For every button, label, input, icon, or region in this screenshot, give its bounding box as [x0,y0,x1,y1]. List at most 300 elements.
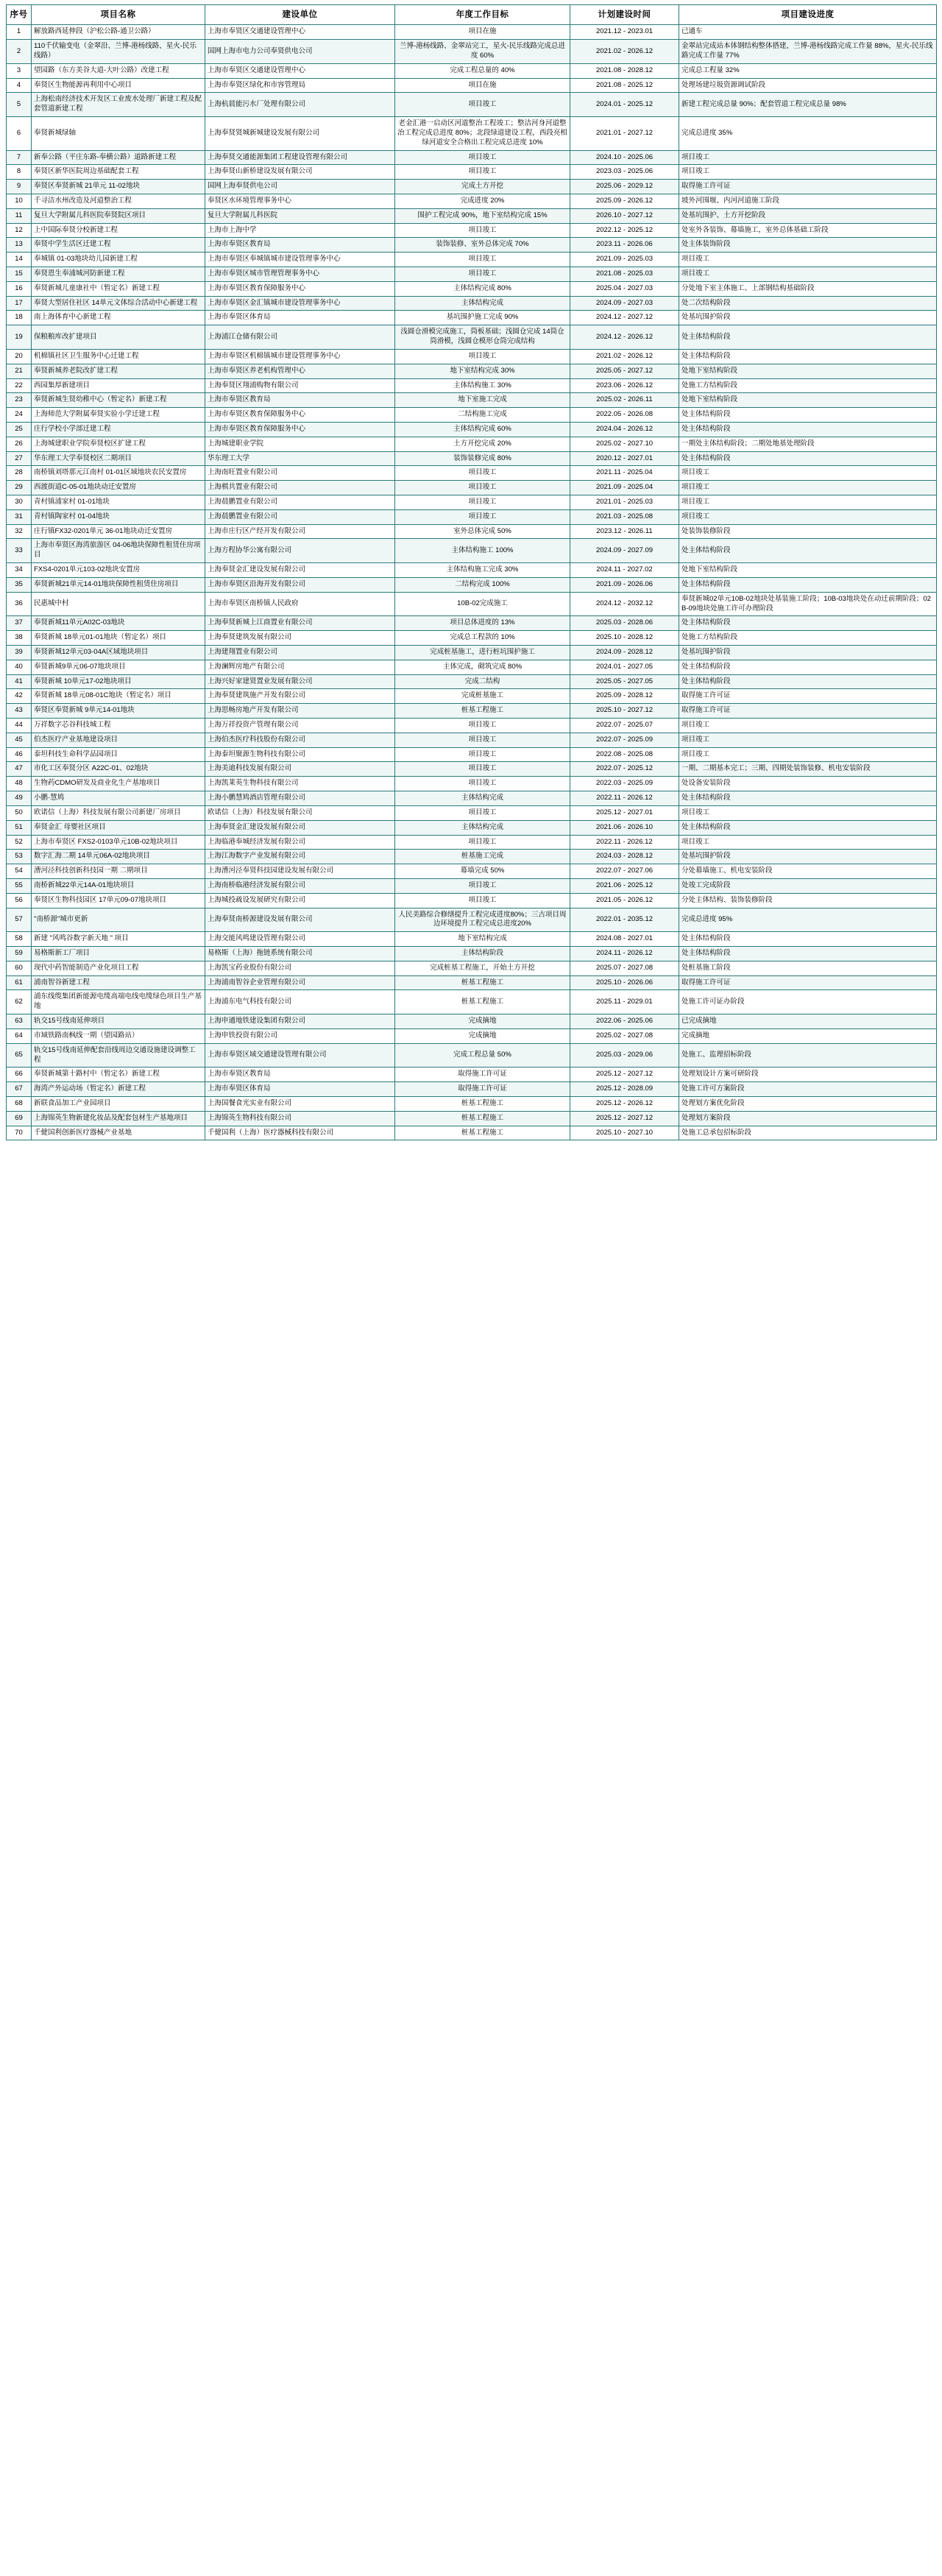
cell-planned-time: 2025.12 - 2027.12 [570,1111,679,1126]
cell-annual-goal: 项目竣工 [395,762,570,777]
cell-progress: 处主体结构阶段 [679,349,937,364]
cell-index: 15 [7,267,32,282]
table-row [7,93,937,117]
cell-annual-goal: 浅圆仓滑模完成施工，筒板基础；浅圆仓完成 14筒仓筒滑模，浅圆仓模形仓筒完成结构 [395,325,570,350]
cell-progress: 处主体结构阶段 [679,932,937,947]
cell-project-name: 奉贤区奉贤新城 9单元14-01地块 [32,704,205,719]
cell-index: 17 [7,296,32,311]
cell-construction-unit: 上海市奉贤区交通建设管理中心 [205,25,395,40]
cell-planned-time: 2025.05 - 2027.12 [570,364,679,378]
table-row [7,223,937,238]
project-progress-table [6,4,937,1140]
cell-progress: 项目竣工 [679,805,937,820]
cell-progress: 项目竣工 [679,481,937,495]
cell-construction-unit: 上海兴好家建贤置业发展有限公司 [205,674,395,689]
cell-progress: 处主体结构阶段 [679,947,937,961]
cell-planned-time: 2025.09 - 2028.12 [570,689,679,704]
cell-index: 63 [7,1014,32,1029]
cell-project-name: 望园路（东方美谷大道-大叶公路）改建工程 [32,63,205,78]
cell-annual-goal: 主体结构完成 80% [395,281,570,296]
table-row [7,509,937,524]
cell-index: 55 [7,878,32,893]
table-row [7,577,937,592]
cell-index: 62 [7,990,32,1014]
table-row [7,117,937,150]
cell-project-name: 奉贤新城 18单元01-01地块（暂定名）项目 [32,631,205,646]
cell-progress: 处施工方结构阶段 [679,631,937,646]
cell-planned-time: 2022.07 - 2025.07 [570,719,679,733]
cell-project-name: 奉贤新城9单元06-07地块项目 [32,660,205,674]
cell-construction-unit: 上海美迪科技发展有限公司 [205,762,395,777]
cell-annual-goal: 项目竣工 [395,878,570,893]
cell-index: 43 [7,704,32,719]
cell-index: 40 [7,660,32,674]
cell-planned-time: 2024.03 - 2028.12 [570,850,679,864]
cell-construction-unit: 上海奉贤新城上江商置业有限公司 [205,616,395,631]
cell-project-name: 奉贤新城11单元A02C-03地块 [32,616,205,631]
cell-progress: 处基坑围护、土方开挖阶段 [679,208,937,223]
cell-index: 29 [7,481,32,495]
cell-project-name: 机棉镇社区卫生服务中心迁建工程 [32,349,205,364]
cell-annual-goal: 主体完成，砌筑完成 80% [395,660,570,674]
cell-project-name: 小鹏·慧鸠 [32,791,205,806]
cell-index: 54 [7,864,32,879]
cell-index: 14 [7,253,32,267]
cell-planned-time: 2024.04 - 2026.12 [570,422,679,437]
cell-planned-time: 2021.08 - 2025.12 [570,78,679,93]
cell-construction-unit: 上海城建职业学院 [205,437,395,451]
cell-index: 21 [7,364,32,378]
cell-index: 48 [7,777,32,791]
cell-index: 69 [7,1111,32,1126]
cell-index: 56 [7,893,32,908]
cell-progress: 处主体结构阶段 [679,791,937,806]
cell-planned-time: 2025.02 - 2027.10 [570,437,679,451]
cell-project-name: 上海市奉贤区海湾旅游区 04-06地块保障性租赁住房项目 [32,539,205,563]
cell-project-name: 易格斯新工厂项目 [32,947,205,961]
cell-construction-unit: 上海凯宝药业股份有限公司 [205,961,395,975]
cell-project-name: 市化工区奉贤分区 A22C-01、02地块 [32,762,205,777]
cell-project-name: 青村镇陶家村 01-04地块 [32,509,205,524]
table-row [7,689,937,704]
cell-project-name: 青村镇浦家村 01-01地块 [32,495,205,510]
cell-project-name: 南桥新城22单元14A-01地块项目 [32,878,205,893]
cell-project-name: 千健国利创新医疗器械产业基地 [32,1126,205,1140]
cell-annual-goal: 项目竣工 [395,495,570,510]
cell-annual-goal: 取得施工许可证 [395,1082,570,1097]
cell-annual-goal: 项目竣工 [395,481,570,495]
table-row [7,864,937,879]
cell-annual-goal: 地下室结构完成 [395,932,570,947]
cell-index: 53 [7,850,32,864]
cell-index: 3 [7,63,32,78]
cell-annual-goal: 项目竣工 [395,747,570,762]
cell-construction-unit: 上海奉贤建筑施产开发有限公司 [205,689,395,704]
cell-construction-unit: 上海市奉贤区金汇镇城市建设管理事务中心 [205,296,395,311]
cell-project-name: 奉贤新城12单元03-04A区域地块项目 [32,645,205,660]
cell-progress: 处主体结构阶段 [679,660,937,674]
cell-construction-unit: 上海泰坦聚源生物科技有限公司 [205,747,395,762]
table-row [7,1068,937,1082]
table-row [7,762,937,777]
table-row [7,908,937,932]
cell-planned-time: 2021.09 - 2026.06 [570,577,679,592]
table-row [7,378,937,393]
cell-project-name: 奉贤新城儿童康社中（暂定名）新建工程 [32,281,205,296]
cell-index: 2 [7,40,32,64]
cell-progress: 完成总进度 35% [679,117,937,150]
cell-project-name: 浦东线缆集团新能源电缆高端电线电缆绿色项目生产基地 [32,990,205,1014]
table-row [7,253,937,267]
cell-progress: 处施工总承包招标阶段 [679,1126,937,1140]
cell-project-name: 轨交15号线南延伸项目 [32,1014,205,1029]
cell-progress: 处主体结构阶段 [679,539,937,563]
cell-index: 12 [7,223,32,238]
cell-project-name: 千寻洁水州改造及河道整治工程 [32,194,205,208]
cell-annual-goal: 完成进度 20% [395,194,570,208]
cell-planned-time: 2021.03 - 2025.08 [570,509,679,524]
cell-annual-goal: 10B-02完成施工 [395,592,570,616]
table-header-row [7,5,937,25]
cell-construction-unit: 上海市奉贤区城市管理管理事务中心 [205,267,395,282]
cell-construction-unit: 上海临港奉城经济发展有限公司 [205,835,395,850]
cell-annual-goal: 主体结构完成 [395,820,570,835]
table-row [7,481,937,495]
cell-progress: 项目竣工 [679,719,937,733]
cell-project-name: FXS4-0201单元103-02地块安置房 [32,563,205,578]
cell-project-name: 民惠城中村 [32,592,205,616]
cell-project-name: 奉城镇 01-03地块幼儿园新建工程 [32,253,205,267]
cell-planned-time: 2024.01 - 2025.12 [570,93,679,117]
cell-planned-time: 2021.09 - 2025.04 [570,481,679,495]
cell-construction-unit: 上海奉贤建筑发展有限公司 [205,631,395,646]
cell-construction-unit: 上海市奉贤区教育局 [205,393,395,408]
cell-construction-unit: 上海国餐食光实业有限公司 [205,1096,395,1111]
cell-project-name: 奉贤区奉贤新城 21单元 11-02地块 [32,180,205,194]
cell-construction-unit: 上海市奉贤区沿海开发有限公司 [205,577,395,592]
cell-project-name: 浦南智谷新建工程 [32,975,205,990]
cell-index: 58 [7,932,32,947]
table-row [7,878,937,893]
cell-planned-time: 2022.07 - 2025.12 [570,762,679,777]
cell-annual-goal: 装饰装修完成 80% [395,451,570,466]
cell-progress: 处主体结构阶段 [679,820,937,835]
cell-progress: 处装饰装修阶段 [679,524,937,539]
cell-construction-unit: 上海方程协华公寓有限公司 [205,539,395,563]
cell-index: 52 [7,835,32,850]
cell-construction-unit: 上海奉贤区翔浦购物有限公司 [205,378,395,393]
cell-construction-unit: 欧诺信（上海）科技发展有限公司 [205,805,395,820]
cell-annual-goal: 地下室结构完成 30% [395,364,570,378]
cell-project-name: 生物药CDMO研发及商业化生产基地项目 [32,777,205,791]
cell-index: 28 [7,466,32,481]
cell-planned-time: 2025.11 - 2029.01 [570,990,679,1014]
table-row [7,961,937,975]
cell-planned-time: 2021.09 - 2025.03 [570,253,679,267]
cell-project-name: 奉贤新城 18单元08-01C地块（暂定名）项目 [32,689,205,704]
cell-planned-time: 2025.06 - 2029.12 [570,180,679,194]
cell-planned-time: 2025.03 - 2029.06 [570,1043,679,1068]
cell-progress: 金翠站完成站本体钢结构整体搭建，兰博-港杨线路完成工作量 88%，星火-民乐线路完成工作量 77% [679,40,937,64]
cell-annual-goal: 主体结构完成 [395,296,570,311]
table-row [7,1014,937,1029]
cell-planned-time: 2025.10 - 2027.12 [570,704,679,719]
cell-project-name: 现代中药智能制造产业化项目工程 [32,961,205,975]
table-row [7,932,937,947]
cell-planned-time: 2023.12 - 2026.11 [570,524,679,539]
cell-annual-goal: 主体结构施工完成 30% [395,563,570,578]
cell-project-name: 轨交15号线南延伸配套沿线周边交通设施建设调整工程 [32,1043,205,1068]
cell-construction-unit: 上海凯莱英生物科技有限公司 [205,777,395,791]
cell-construction-unit: 上海市奉贤区体育局 [205,1082,395,1097]
cell-annual-goal: 主体结构完成 60% [395,422,570,437]
table-row [7,747,937,762]
cell-planned-time: 2021.06 - 2025.12 [570,878,679,893]
cell-annual-goal: 项目总体进度的 13% [395,616,570,631]
cell-progress: 处施工许可证办阶段 [679,990,937,1014]
cell-progress: 处地下室结构阶段 [679,364,937,378]
cell-project-name: 奉贤金汇 母婴社区项目 [32,820,205,835]
table-row [7,165,937,180]
cell-project-name: 新建 "风鸣谷数字新天地 " 项目 [32,932,205,947]
cell-annual-goal: 完成摘地 [395,1028,570,1043]
header-progress: 项目建设进度 [679,5,937,25]
cell-project-name: 万祥数字芯谷科技城工程 [32,719,205,733]
cell-progress: 项目竣工 [679,495,937,510]
cell-construction-unit: 千健国利（上海）医疗器械科技有限公司 [205,1126,395,1140]
cell-index: 32 [7,524,32,539]
cell-construction-unit: 上海浦江仓储有限公司 [205,325,395,350]
header-annual-goal: 年度工作目标 [395,5,570,25]
cell-annual-goal: 项目在施 [395,78,570,93]
cell-index: 66 [7,1068,32,1082]
cell-project-name: 上中国际奉贤分校新建工程 [32,223,205,238]
table-row [7,1096,937,1111]
cell-index: 46 [7,747,32,762]
cell-annual-goal: 完成桩基工程施工，开始土方开挖 [395,961,570,975]
cell-progress: 处地下室结构阶段 [679,563,937,578]
cell-index: 59 [7,947,32,961]
cell-construction-unit: 上海伯杰医疗科技股份有限公司 [205,733,395,747]
cell-index: 60 [7,961,32,975]
cell-construction-unit: 上海小鹏慧鸠酒店管理有限公司 [205,791,395,806]
cell-index: 70 [7,1126,32,1140]
cell-planned-time: 2021.02 - 2026.12 [570,349,679,364]
cell-annual-goal: 项目竣工 [395,466,570,481]
cell-planned-time: 2021.08 - 2028.12 [570,63,679,78]
cell-planned-time: 2025.12 - 2027.01 [570,805,679,820]
cell-index: 4 [7,78,32,93]
cell-project-name: 奉贤区生物能源再利用中心项目 [32,78,205,93]
cell-project-name: 奉贤恩生奉浦城河防新建工程 [32,267,205,282]
cell-construction-unit: 上海奉贤金汇建设发展有限公司 [205,820,395,835]
cell-construction-unit: 上海市奉贤区奉城镇城市建设管理事务中心 [205,253,395,267]
cell-project-name: 奉贤区新华医院周边基础配套工程 [32,165,205,180]
cell-construction-unit: 上海奉贤交通能源集团工程建设管理有限公司 [205,150,395,165]
cell-construction-unit: 上海市奉贤区域交通建设管理有限公司 [205,1043,395,1068]
cell-annual-goal: 完成工程总量 50% [395,1043,570,1068]
cell-construction-unit: 易格斯（上海）拖链系统有限公司 [205,947,395,961]
cell-annual-goal: 桩基工程施工 [395,1111,570,1126]
cell-planned-time: 2021.08 - 2025.03 [570,267,679,282]
cell-progress: 处基坑围护阶段 [679,645,937,660]
table-row [7,616,937,631]
table-row [7,267,937,282]
cell-annual-goal: 二结构施工完成 [395,408,570,423]
cell-annual-goal: 主体结构施工 30% [395,378,570,393]
cell-progress: 处基坑围护阶段 [679,850,937,864]
table-row [7,281,937,296]
table-row [7,1082,937,1097]
cell-construction-unit: 上海浦东电气科技有限公司 [205,990,395,1014]
cell-annual-goal: 兰博-港杨线路、金翠站完工，星火-民乐线路完成总进度 60% [395,40,570,64]
cell-planned-time: 2025.12 - 2028.09 [570,1082,679,1097]
cell-project-name: 奉贤区生物科技园区 17单元09-07地块项目 [32,893,205,908]
cell-progress: 处主体结构阶段 [679,451,937,466]
cell-progress: 处地下室结构阶段 [679,393,937,408]
cell-annual-goal: 项目竣工 [395,93,570,117]
cell-project-name: 奉贤新城绿轴 [32,117,205,150]
table-row [7,1111,937,1126]
cell-annual-goal: 项目竣工 [395,509,570,524]
cell-project-name: 奉贤大型居住社区 14单元文体综合活动中心新建工程 [32,296,205,311]
cell-annual-goal: 完成桩基施工 [395,689,570,704]
cell-construction-unit: 上海市奉贤区体育局 [205,311,395,325]
cell-construction-unit: 上海申铁投资有限公司 [205,1028,395,1043]
table-row [7,791,937,806]
table-row [7,296,937,311]
cell-construction-unit: 上海杭晨能污水厂处理有限公司 [205,93,395,117]
cell-planned-time: 2026.10 - 2027.12 [570,208,679,223]
cell-index: 47 [7,762,32,777]
table-row [7,733,937,747]
cell-planned-time: 2023.06 - 2026.12 [570,378,679,393]
cell-construction-unit: 上海奉贤南桥源建设发展有限公司 [205,908,395,932]
cell-index: 10 [7,194,32,208]
cell-progress: 项目竣工 [679,267,937,282]
cell-construction-unit: 上海市奉贤区教育保障服务中心 [205,281,395,296]
cell-project-name: 奉贤新城 10单元17-02地块项目 [32,674,205,689]
cell-progress: 处设备安装阶段 [679,777,937,791]
cell-planned-time: 2021.06 - 2026.10 [570,820,679,835]
cell-planned-time: 2025.05 - 2027.05 [570,674,679,689]
cell-progress: 处二次结构阶段 [679,296,937,311]
cell-construction-unit: 上海市奉贤区教育局 [205,238,395,253]
cell-index: 36 [7,592,32,616]
project-table-sheet [0,0,942,1148]
cell-annual-goal: 土方开挖完成 20% [395,437,570,451]
cell-project-name: 上海松南经济技术开发区工业废水处理厂新建工程及配套管道新建工程 [32,93,205,117]
cell-progress: 奉贤新城02单元10B-02地块处基装施工阶段；10B-03地块处在动迁前期阶段；02B-09地块处施工许可办理阶段 [679,592,937,616]
table-row [7,777,937,791]
cell-index: 26 [7,437,32,451]
table-row [7,180,937,194]
table-row [7,539,937,563]
cell-progress: 处室外各装饰、幕墙施工，室外总体基础工阶段 [679,223,937,238]
cell-index: 6 [7,117,32,150]
cell-annual-goal: 主体结构完成 [395,791,570,806]
cell-planned-time: 2024.12 - 2032.12 [570,592,679,616]
cell-project-name: 泰坦科技生命科学品园项目 [32,747,205,762]
cell-planned-time: 2025.10 - 2028.12 [570,631,679,646]
cell-progress: 处理划方案阶段 [679,1111,937,1126]
cell-project-name: 庄行学校小学部迁建工程 [32,422,205,437]
header-planned-time: 计划建设时间 [570,5,679,25]
cell-progress: 一期处主体结构阶段；二期处地基处理阶段 [679,437,937,451]
cell-planned-time: 2022.03 - 2025.09 [570,777,679,791]
cell-project-name: 数字汇海二期 14单元06A-02地块项目 [32,850,205,864]
cell-index: 9 [7,180,32,194]
cell-project-name: 上海城建职业学院奉贤校区扩建工程 [32,437,205,451]
cell-progress: 分处幕墙施工、机电安装阶段 [679,864,937,879]
cell-progress: 项目竣工 [679,747,937,762]
cell-construction-unit: 上海浦南智谷企业管理有限公司 [205,975,395,990]
table-row [7,25,937,40]
cell-construction-unit: 上海市奉贤区机棉镇城市建设管理事务中心 [205,349,395,364]
cell-index: 18 [7,311,32,325]
cell-construction-unit: 上海奉贤贤城新城建设发展有限公司 [205,117,395,150]
table-row [7,674,937,689]
cell-project-name: 奉贤中学生活区迁建工程 [32,238,205,253]
cell-planned-time: 2024.12 - 2026.12 [570,325,679,350]
cell-index: 67 [7,1082,32,1097]
table-row [7,150,937,165]
cell-progress: 取得施工许可证 [679,689,937,704]
cell-index: 25 [7,422,32,437]
table-row [7,194,937,208]
cell-construction-unit: 上海市奉贤区养老机构管理中心 [205,364,395,378]
cell-planned-time: 2025.12 - 2026.12 [570,1096,679,1111]
cell-progress: 项目竣工 [679,733,937,747]
cell-project-name: 南上海体育中心新建工程 [32,311,205,325]
cell-annual-goal: 项目竣工 [395,835,570,850]
cell-construction-unit: 国网上海奉贤供电公司 [205,180,395,194]
cell-progress: 完成摘地 [679,1028,937,1043]
cell-planned-time: 2025.04 - 2027.03 [570,281,679,296]
cell-project-name: 解放路西延伸段（沪松公路-通卫公路） [32,25,205,40]
table-row [7,704,937,719]
cell-planned-time: 2022.07 - 2025.09 [570,733,679,747]
cell-progress: 处理划方案优化阶段 [679,1096,937,1111]
cell-progress: 完成总进度 95% [679,908,937,932]
cell-planned-time: 2022.01 - 2035.12 [570,908,679,932]
cell-annual-goal: 项目竣工 [395,777,570,791]
cell-index: 27 [7,451,32,466]
cell-project-name: 欧诺信（上海）科技发展有限公司新建厂房项目 [32,805,205,820]
cell-annual-goal: 桩基施工完成 [395,850,570,864]
table-row [7,325,937,350]
cell-planned-time: 2025.12 - 2027.12 [570,1068,679,1082]
cell-progress: 处理划设计方案可研阶段 [679,1068,937,1082]
cell-index: 44 [7,719,32,733]
cell-annual-goal: 地下室施工完成 [395,393,570,408]
cell-annual-goal: 完成桩基施工，进行桩坑围护施工 [395,645,570,660]
cell-progress: 分处地下室主体施工、上部钢结构基础阶段 [679,281,937,296]
cell-project-name: 奉贤新城养老院改扩建工程 [32,364,205,378]
cell-construction-unit: 复旦大学附属儿科医院 [205,208,395,223]
cell-index: 24 [7,408,32,423]
cell-progress: 处主体结构阶段 [679,577,937,592]
cell-construction-unit: 国网上海市电力公司奉贤供电公司 [205,40,395,64]
cell-index: 49 [7,791,32,806]
cell-planned-time: 2025.02 - 2026.11 [570,393,679,408]
cell-progress: 分处主体结构、装饰装修阶段 [679,893,937,908]
cell-construction-unit: 上海南旺置业有限公司 [205,466,395,481]
cell-planned-time: 2022.07 - 2027.06 [570,864,679,879]
cell-planned-time: 2021.11 - 2025.04 [570,466,679,481]
cell-construction-unit: 上海漕河泾奉贤科技园建设发展有限公司 [205,864,395,879]
table-row [7,592,937,616]
